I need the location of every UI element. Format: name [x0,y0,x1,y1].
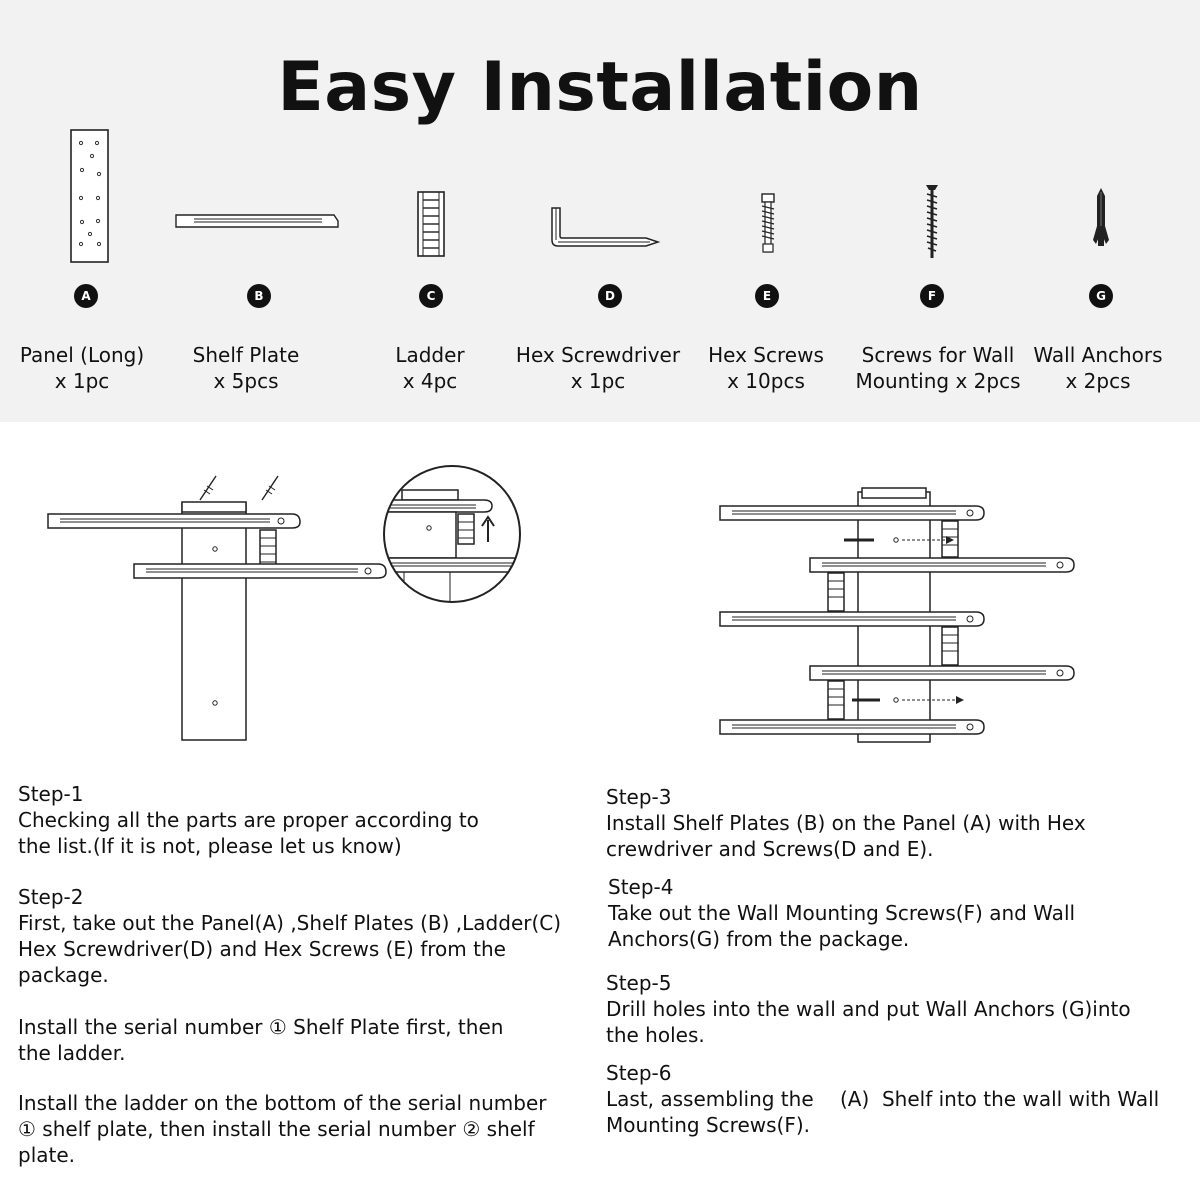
step-text-line: Hex Screwdriver(D) and Hex Screws (E) from the [18,937,506,961]
assembled-shelf-diagram [716,486,1080,748]
step-text-line: Install the ladder on the bottom of the serial number [18,1091,547,1115]
part-label-wall-anchors [988,342,1200,394]
step-2-note-1 [18,1014,503,1066]
step-text-line: Last, assembling the (A) Shelf into the wall with Wall [606,1087,1160,1111]
part-qty: x 2pcs [1065,369,1131,393]
part-badge-g: G [1089,284,1113,308]
step-heading: Step-2 [18,885,84,909]
step-text-line: Install Shelf Plates (B) on the Panel (A) with Hex [606,811,1086,835]
step-text-line: First, take out the Panel(A) ,Shelf Plates (B) ,Ladder(C) [18,911,562,935]
part-badge-f: F [920,284,944,308]
step-3 [606,784,1086,862]
step-text-line: package. [18,963,109,987]
step-heading: Step-4 [608,875,674,899]
step-text-line: Drill holes into the wall and put Wall Anchors (G)into [606,997,1131,1021]
step-heading: Step-5 [606,971,672,995]
part-name: Shelf Plate [192,343,300,367]
part-name: Panel (Long) [19,343,145,367]
step-heading: Step-6 [606,1061,672,1085]
step-4 [608,874,1075,952]
step-text-line: plate. [18,1143,76,1167]
step-1 [18,781,479,859]
part-name: Wall Anchors [1033,343,1163,367]
step-2 [18,884,561,988]
step-text-line: Install the serial number ① Shelf Plate first, then [18,1015,504,1039]
part-badge-e: E [755,284,779,308]
hex-key-icon [546,204,670,254]
step-text-line: Take out the Wall Mounting Screws(F) and Wall [608,901,1076,925]
ladder-icon [414,190,448,260]
panel-icon [66,126,114,266]
part-name: Ladder [395,343,465,367]
zoom-detail-circle [380,462,524,606]
step-text-line: Anchors(G) from the package. [608,927,910,951]
page-title: Easy Installation [277,48,923,127]
shelf-plate-icon [172,210,342,234]
part-qty: x 1pc [54,369,110,393]
assembly-diagram-step [40,460,400,750]
step-text-line: ① shelf plate, then install the serial number ② shelf [18,1117,535,1141]
part-badge-c: C [419,284,443,308]
part-badge-b: B [247,284,271,308]
part-qty: x 5pcs [213,369,279,393]
step-text-line: Mounting Screws(F). [606,1113,810,1137]
wall-screw-icon [920,182,944,262]
step-text-line: Checking all the parts are proper according to [18,808,479,832]
step-2-note-2 [18,1090,547,1168]
step-heading: Step-3 [606,785,672,809]
part-name: Hex Screwdriver [515,343,681,367]
part-qty: Mounting x 2pcs [855,369,1021,393]
step-6 [606,1060,1159,1138]
part-name: Hex Screws [708,343,824,367]
step-heading: Step-1 [18,782,84,806]
step-text-line: the ladder. [18,1041,126,1065]
step-5 [606,970,1131,1048]
wall-anchor-icon [1088,186,1114,252]
step-text-line: the list.(If it is not, please let us know) [18,834,402,858]
part-qty: x 4pc [402,369,458,393]
hex-screw-icon [756,192,780,258]
step-text-line: the holes. [606,1023,705,1047]
part-badge-d: D [598,284,622,308]
part-qty: x 1pc [570,369,626,393]
part-name: Screws for Wall [861,343,1015,367]
part-badge-a: A [74,284,98,308]
part-qty: x 10pcs [727,369,805,393]
step-text-line: crewdriver and Screws(D and E). [606,837,934,861]
